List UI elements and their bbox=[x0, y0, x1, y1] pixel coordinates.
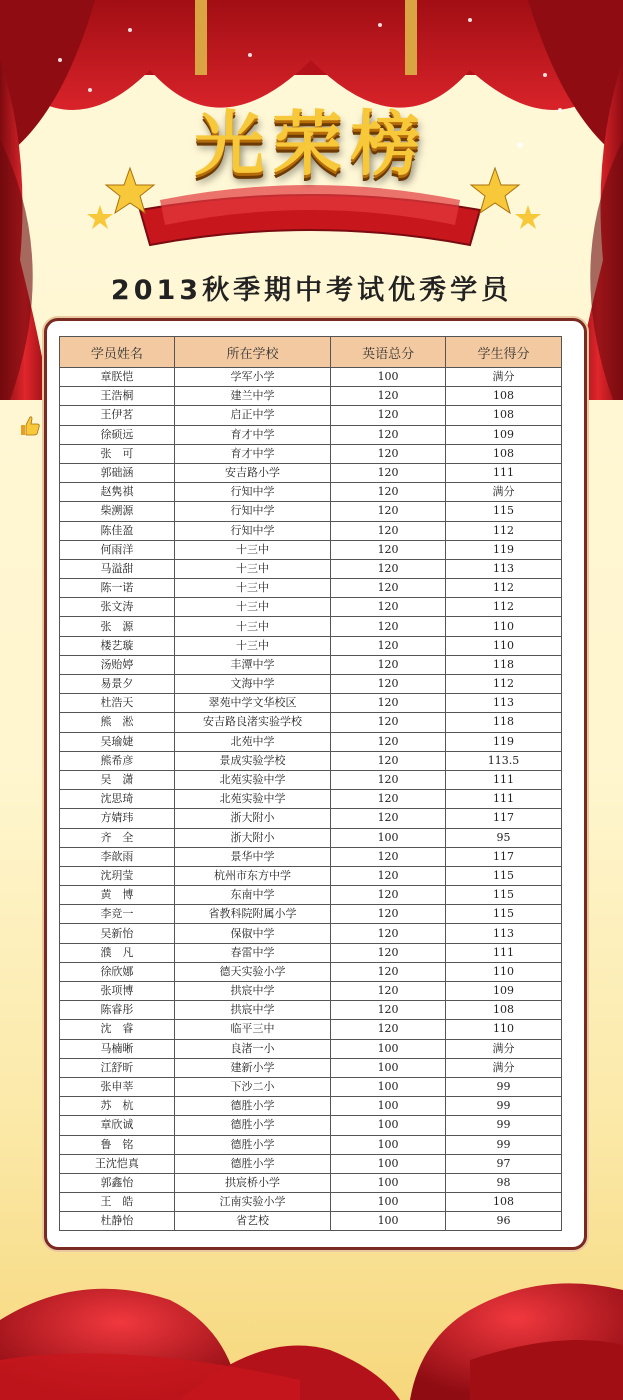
cell-student-score: 110 bbox=[446, 1020, 562, 1039]
cell-student-score: 98 bbox=[446, 1173, 562, 1192]
cell-total-score: 120 bbox=[331, 655, 446, 674]
cell-student-score: 109 bbox=[446, 425, 562, 444]
cell-total-score: 120 bbox=[331, 924, 446, 943]
cell-total-score: 120 bbox=[331, 483, 446, 502]
table-row bbox=[60, 905, 562, 924]
table-header-row bbox=[60, 337, 562, 368]
cell-student-score: 108 bbox=[446, 387, 562, 406]
table-row bbox=[60, 732, 562, 751]
table-row bbox=[60, 463, 562, 482]
table-row bbox=[60, 636, 562, 655]
table-row bbox=[60, 924, 562, 943]
cell-school: 启正中学 bbox=[174, 406, 330, 425]
cell-student-score: 113 bbox=[446, 559, 562, 578]
cell-total-score: 120 bbox=[331, 502, 446, 521]
column-header-name: 学员姓名 bbox=[60, 337, 175, 368]
cell-total-score: 120 bbox=[331, 540, 446, 559]
table-row bbox=[60, 425, 562, 444]
table-row bbox=[60, 1116, 562, 1135]
cell-student-name: 沈思琦 bbox=[60, 790, 175, 809]
cell-student-score: 119 bbox=[446, 732, 562, 751]
table-row bbox=[60, 790, 562, 809]
cell-student-score: 113.5 bbox=[446, 751, 562, 770]
table-row bbox=[60, 444, 562, 463]
cell-total-score: 120 bbox=[331, 694, 446, 713]
table-row bbox=[60, 982, 562, 1001]
cell-student-name: 黄 博 bbox=[60, 886, 175, 905]
cell-school: 安吉路小学 bbox=[174, 463, 330, 482]
table-row bbox=[60, 1097, 562, 1116]
cell-school: 德胜小学 bbox=[174, 1154, 330, 1173]
cell-total-score: 120 bbox=[331, 866, 446, 885]
table-row bbox=[60, 387, 562, 406]
cell-school: 北苑中学 bbox=[174, 732, 330, 751]
cell-student-score: 96 bbox=[446, 1212, 562, 1231]
cell-school: 拱宸中学 bbox=[174, 982, 330, 1001]
cell-student-name: 李歆雨 bbox=[60, 847, 175, 866]
cell-student-score: 99 bbox=[446, 1116, 562, 1135]
cell-school: 十三中 bbox=[174, 636, 330, 655]
cell-total-score: 120 bbox=[331, 1001, 446, 1020]
cell-student-score: 119 bbox=[446, 540, 562, 559]
cell-total-score: 120 bbox=[331, 1020, 446, 1039]
cell-student-score: 118 bbox=[446, 713, 562, 732]
cell-student-score: 112 bbox=[446, 598, 562, 617]
cell-student-score: 108 bbox=[446, 406, 562, 425]
cell-student-score: 97 bbox=[446, 1154, 562, 1173]
table-row bbox=[60, 540, 562, 559]
cell-student-name: 汤贻婷 bbox=[60, 655, 175, 674]
cell-total-score: 120 bbox=[331, 943, 446, 962]
cell-student-score: 117 bbox=[446, 809, 562, 828]
cell-student-name: 方婧玮 bbox=[60, 809, 175, 828]
column-header-score: 学生得分 bbox=[446, 337, 562, 368]
table-row bbox=[60, 368, 562, 387]
cell-school: 北苑实验中学 bbox=[174, 790, 330, 809]
cell-student-name: 张 源 bbox=[60, 617, 175, 636]
cell-student-score: 115 bbox=[446, 886, 562, 905]
cell-school: 德胜小学 bbox=[174, 1097, 330, 1116]
cell-student-name: 陈佳盈 bbox=[60, 521, 175, 540]
cell-school: 育才中学 bbox=[174, 425, 330, 444]
cell-student-name: 何雨洋 bbox=[60, 540, 175, 559]
cell-student-name: 沈玥莹 bbox=[60, 866, 175, 885]
table-row bbox=[60, 770, 562, 789]
cell-student-name: 熊希彦 bbox=[60, 751, 175, 770]
cell-school: 杭州市东方中学 bbox=[174, 866, 330, 885]
cell-school: 临平三中 bbox=[174, 1020, 330, 1039]
cell-total-score: 100 bbox=[331, 1173, 446, 1192]
cell-student-score: 111 bbox=[446, 463, 562, 482]
cell-student-name: 郭础涵 bbox=[60, 463, 175, 482]
cell-student-name: 沈 睿 bbox=[60, 1020, 175, 1039]
cell-student-name: 吴瑜婕 bbox=[60, 732, 175, 751]
table-row bbox=[60, 1212, 562, 1231]
cell-student-name: 赵隽祺 bbox=[60, 483, 175, 502]
cell-student-name: 杜浩天 bbox=[60, 694, 175, 713]
cell-school: 省教科院附属小学 bbox=[174, 905, 330, 924]
cell-total-score: 100 bbox=[331, 368, 446, 387]
table-row bbox=[60, 694, 562, 713]
cell-school: 文海中学 bbox=[174, 675, 330, 694]
cell-student-name: 章朕恺 bbox=[60, 368, 175, 387]
table-row bbox=[60, 1039, 562, 1058]
cell-student-score: 111 bbox=[446, 770, 562, 789]
cell-school: 行知中学 bbox=[174, 483, 330, 502]
cell-total-score: 120 bbox=[331, 521, 446, 540]
cell-total-score: 120 bbox=[331, 617, 446, 636]
cell-student-name: 易景夕 bbox=[60, 675, 175, 694]
table-row bbox=[60, 598, 562, 617]
cell-total-score: 120 bbox=[331, 886, 446, 905]
cell-total-score: 100 bbox=[331, 1116, 446, 1135]
cell-total-score: 120 bbox=[331, 636, 446, 655]
table-row bbox=[60, 655, 562, 674]
cell-school: 北苑实验中学 bbox=[174, 770, 330, 789]
cell-student-name: 江舒昕 bbox=[60, 1058, 175, 1077]
table-row bbox=[60, 617, 562, 636]
cell-total-score: 120 bbox=[331, 809, 446, 828]
cell-school: 十三中 bbox=[174, 598, 330, 617]
table-row bbox=[60, 943, 562, 962]
cell-total-score: 120 bbox=[331, 962, 446, 981]
cell-school: 下沙二小 bbox=[174, 1077, 330, 1096]
cell-student-name: 苏 杭 bbox=[60, 1097, 175, 1116]
cell-student-name: 王沈恺真 bbox=[60, 1154, 175, 1173]
cell-student-score: 95 bbox=[446, 828, 562, 847]
cell-school: 十三中 bbox=[174, 540, 330, 559]
cell-total-score: 120 bbox=[331, 406, 446, 425]
cell-school: 行知中学 bbox=[174, 521, 330, 540]
cell-total-score: 120 bbox=[331, 770, 446, 789]
cell-student-name: 楼艺璇 bbox=[60, 636, 175, 655]
table-row bbox=[60, 962, 562, 981]
cell-total-score: 120 bbox=[331, 847, 446, 866]
cell-school: 十三中 bbox=[174, 559, 330, 578]
cell-student-score: 99 bbox=[446, 1077, 562, 1096]
cell-student-score: 115 bbox=[446, 502, 562, 521]
cell-student-score: 108 bbox=[446, 444, 562, 463]
cell-student-name: 张 可 bbox=[60, 444, 175, 463]
cell-total-score: 100 bbox=[331, 1039, 446, 1058]
cell-student-name: 张文涛 bbox=[60, 598, 175, 617]
cell-student-score: 117 bbox=[446, 847, 562, 866]
cell-total-score: 100 bbox=[331, 1212, 446, 1231]
cell-student-name: 马楠晰 bbox=[60, 1039, 175, 1058]
cell-student-score: 满分 bbox=[446, 483, 562, 502]
stage-curtain-bottom bbox=[0, 1260, 623, 1400]
cell-student-name: 李竞一 bbox=[60, 905, 175, 924]
cell-student-name: 张申莘 bbox=[60, 1077, 175, 1096]
table-row bbox=[60, 1058, 562, 1077]
table-body bbox=[60, 368, 562, 1231]
cell-school: 行知中学 bbox=[174, 502, 330, 521]
cell-student-name: 鲁 铭 bbox=[60, 1135, 175, 1154]
cell-school: 春雷中学 bbox=[174, 943, 330, 962]
cell-student-name: 郭鑫怡 bbox=[60, 1173, 175, 1192]
cell-school: 十三中 bbox=[174, 579, 330, 598]
cell-total-score: 120 bbox=[331, 790, 446, 809]
table-row bbox=[60, 886, 562, 905]
cell-school: 德天实验小学 bbox=[174, 962, 330, 981]
table-row bbox=[60, 847, 562, 866]
cell-student-name: 吴新怡 bbox=[60, 924, 175, 943]
cell-student-score: 109 bbox=[446, 982, 562, 1001]
cell-total-score: 100 bbox=[331, 1097, 446, 1116]
cell-total-score: 120 bbox=[331, 387, 446, 406]
cell-student-score: 110 bbox=[446, 962, 562, 981]
cell-student-score: 118 bbox=[446, 655, 562, 674]
cell-total-score: 100 bbox=[331, 1154, 446, 1173]
cell-total-score: 100 bbox=[331, 1058, 446, 1077]
cell-student-score: 111 bbox=[446, 943, 562, 962]
cell-school: 育才中学 bbox=[174, 444, 330, 463]
cell-student-name: 吴 潇 bbox=[60, 770, 175, 789]
cell-total-score: 120 bbox=[331, 559, 446, 578]
table-row bbox=[60, 866, 562, 885]
table-row bbox=[60, 502, 562, 521]
cell-student-name: 张项博 bbox=[60, 982, 175, 1001]
cell-total-score: 120 bbox=[331, 751, 446, 770]
cell-student-score: 113 bbox=[446, 694, 562, 713]
cell-student-score: 108 bbox=[446, 1193, 562, 1212]
cell-student-name: 陈一诺 bbox=[60, 579, 175, 598]
cell-school: 浙大附小 bbox=[174, 809, 330, 828]
cell-total-score: 100 bbox=[331, 1135, 446, 1154]
cell-student-name: 王 皓 bbox=[60, 1193, 175, 1212]
column-header-school: 所在学校 bbox=[174, 337, 330, 368]
table-row bbox=[60, 483, 562, 502]
cell-student-score: 110 bbox=[446, 636, 562, 655]
table-row bbox=[60, 1077, 562, 1096]
cell-school: 建兰中学 bbox=[174, 387, 330, 406]
honor-roll-table bbox=[59, 336, 562, 1231]
cell-school: 景华中学 bbox=[174, 847, 330, 866]
table-row bbox=[60, 1001, 562, 1020]
cell-school: 安吉路良渚实验学校 bbox=[174, 713, 330, 732]
cell-total-score: 120 bbox=[331, 713, 446, 732]
cell-student-name: 章欣诚 bbox=[60, 1116, 175, 1135]
table-row bbox=[60, 1135, 562, 1154]
cell-total-score: 120 bbox=[331, 579, 446, 598]
cell-total-score: 120 bbox=[331, 463, 446, 482]
cell-student-score: 115 bbox=[446, 905, 562, 924]
cell-school: 东南中学 bbox=[174, 886, 330, 905]
cell-student-name: 柴溯源 bbox=[60, 502, 175, 521]
cell-student-score: 99 bbox=[446, 1097, 562, 1116]
cell-school: 省艺校 bbox=[174, 1212, 330, 1231]
table-row bbox=[60, 521, 562, 540]
table-row bbox=[60, 559, 562, 578]
cell-student-name: 陈睿彤 bbox=[60, 1001, 175, 1020]
table-row bbox=[60, 713, 562, 732]
cell-student-name: 王伊茗 bbox=[60, 406, 175, 425]
cell-student-score: 108 bbox=[446, 1001, 562, 1020]
table-row bbox=[60, 1020, 562, 1039]
table-row bbox=[60, 1193, 562, 1212]
cell-school: 翠苑中学文华校区 bbox=[174, 694, 330, 713]
cell-school: 建新小学 bbox=[174, 1058, 330, 1077]
cell-school: 景成实验学校 bbox=[174, 751, 330, 770]
cell-school: 德胜小学 bbox=[174, 1116, 330, 1135]
cell-school: 学军小学 bbox=[174, 368, 330, 387]
cell-student-score: 111 bbox=[446, 790, 562, 809]
cell-student-name: 濮 凡 bbox=[60, 943, 175, 962]
cell-school: 江南实验小学 bbox=[174, 1193, 330, 1212]
cell-student-name: 杜静怡 bbox=[60, 1212, 175, 1231]
cell-total-score: 100 bbox=[331, 1077, 446, 1096]
cell-student-score: 满分 bbox=[446, 1058, 562, 1077]
cell-student-score: 113 bbox=[446, 924, 562, 943]
cell-school: 浙大附小 bbox=[174, 828, 330, 847]
cell-total-score: 120 bbox=[331, 675, 446, 694]
table-row bbox=[60, 809, 562, 828]
cell-student-name: 王浩桐 bbox=[60, 387, 175, 406]
cell-student-score: 99 bbox=[446, 1135, 562, 1154]
cell-student-name: 马溢甜 bbox=[60, 559, 175, 578]
cell-student-score: 112 bbox=[446, 521, 562, 540]
table-row bbox=[60, 828, 562, 847]
cell-school: 拱宸中学 bbox=[174, 1001, 330, 1020]
thumbs-up-icon bbox=[18, 414, 42, 438]
cell-student-name: 徐欣娜 bbox=[60, 962, 175, 981]
cell-total-score: 120 bbox=[331, 598, 446, 617]
table-row bbox=[60, 406, 562, 425]
cell-student-name: 徐硕远 bbox=[60, 425, 175, 444]
cell-student-score: 112 bbox=[446, 675, 562, 694]
cell-student-name: 熊 淞 bbox=[60, 713, 175, 732]
page-subtitle: 2013秋季期中考试优秀学员 bbox=[110, 275, 513, 306]
cell-student-score: 112 bbox=[446, 579, 562, 598]
table-row bbox=[60, 675, 562, 694]
cell-student-score: 满分 bbox=[446, 1039, 562, 1058]
cell-student-score: 满分 bbox=[446, 368, 562, 387]
table-row bbox=[60, 751, 562, 770]
cell-student-score: 115 bbox=[446, 866, 562, 885]
table-row bbox=[60, 1173, 562, 1192]
table-row bbox=[60, 1154, 562, 1173]
cell-school: 十三中 bbox=[174, 617, 330, 636]
cell-school: 德胜小学 bbox=[174, 1135, 330, 1154]
cell-total-score: 120 bbox=[331, 425, 446, 444]
cell-total-score: 100 bbox=[331, 828, 446, 847]
cell-school: 拱宸桥小学 bbox=[174, 1173, 330, 1192]
table-row bbox=[60, 579, 562, 598]
cell-school: 保俶中学 bbox=[174, 924, 330, 943]
cell-total-score: 100 bbox=[331, 1193, 446, 1212]
cell-school: 良渚一小 bbox=[174, 1039, 330, 1058]
column-header-total: 英语总分 bbox=[331, 337, 446, 368]
cell-total-score: 120 bbox=[331, 982, 446, 1001]
cell-student-name: 齐 全 bbox=[60, 828, 175, 847]
page-title: 光荣榜 bbox=[194, 103, 429, 185]
cell-total-score: 120 bbox=[331, 444, 446, 463]
cell-school: 丰潭中学 bbox=[174, 655, 330, 674]
cell-total-score: 120 bbox=[331, 905, 446, 924]
cell-total-score: 120 bbox=[331, 732, 446, 751]
cell-student-score: 110 bbox=[446, 617, 562, 636]
